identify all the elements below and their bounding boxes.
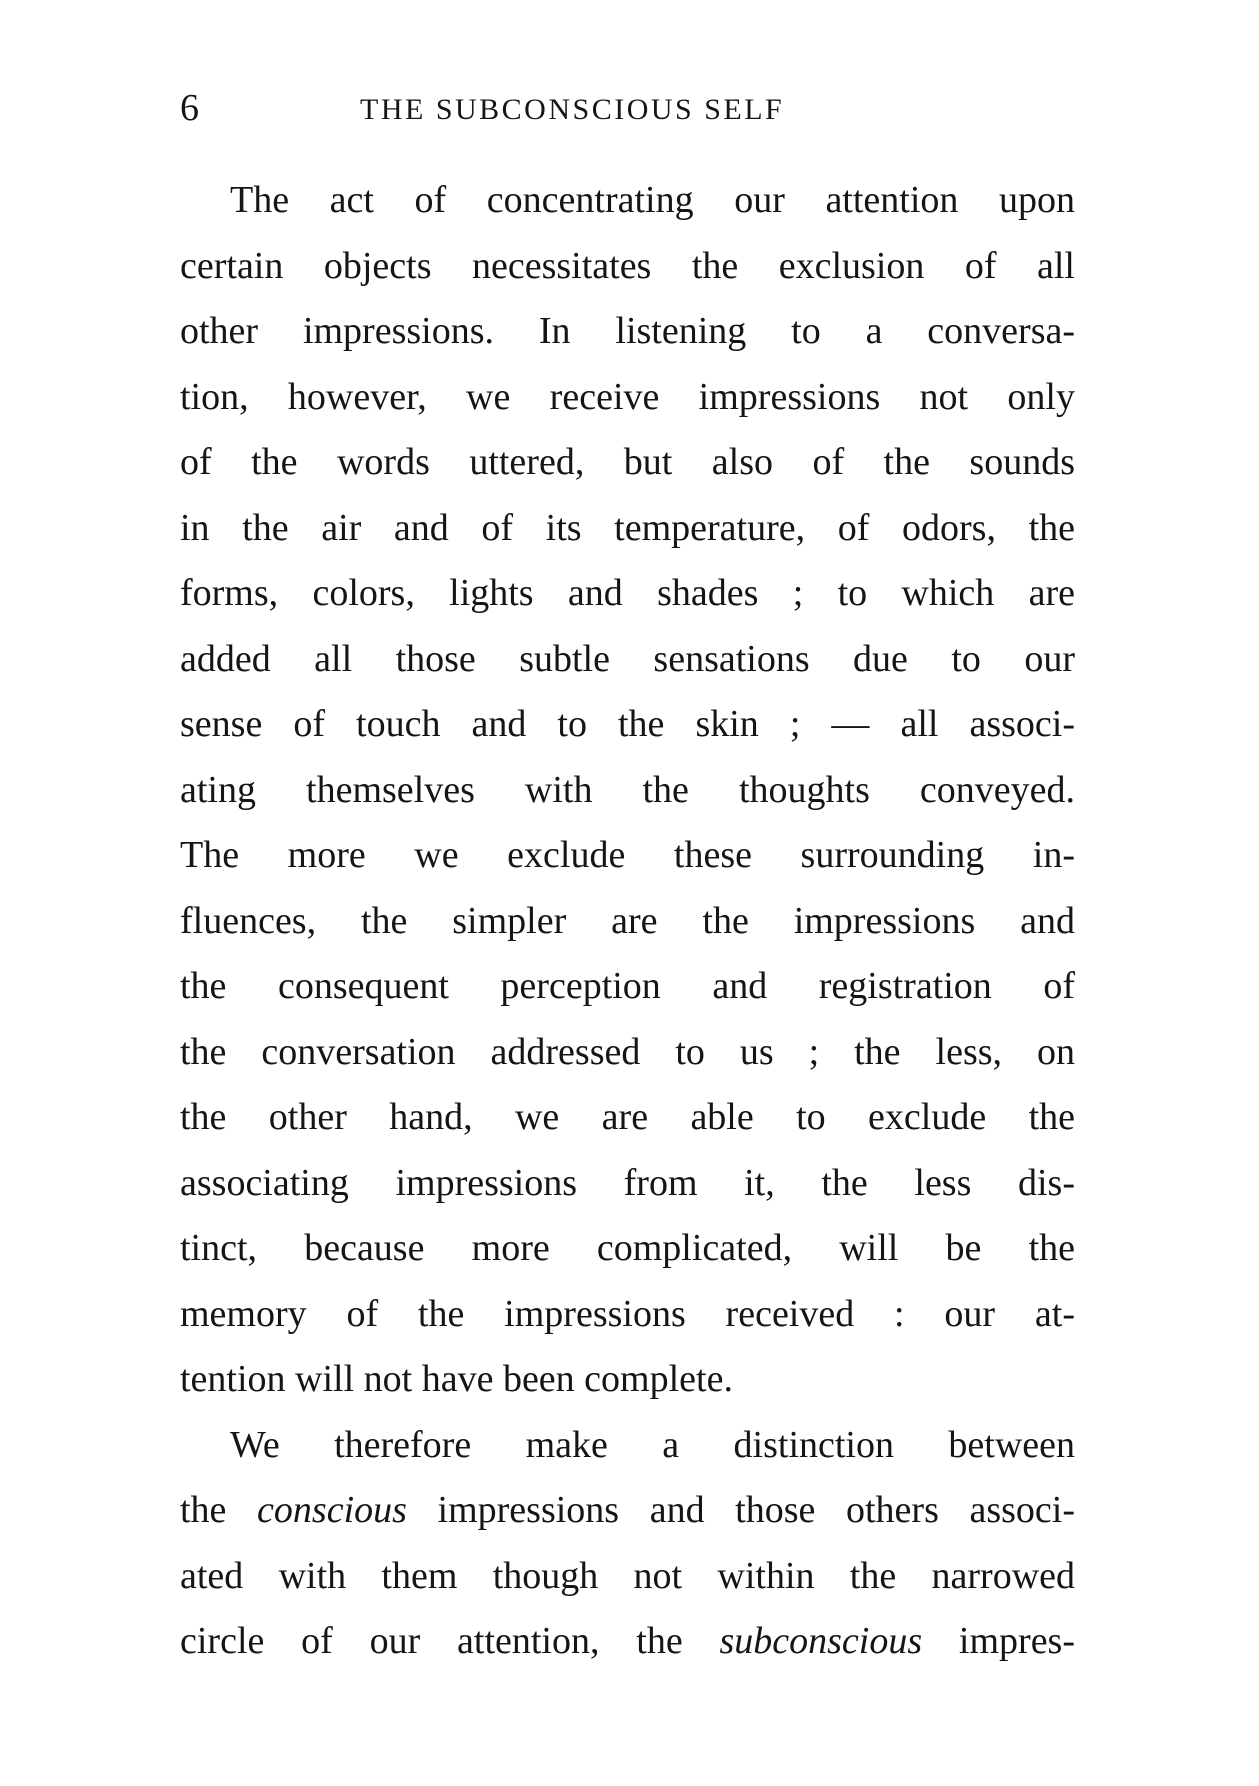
text-line: The more we exclude these surrounding in- xyxy=(180,834,1075,876)
text-segment: circle of our attention, the xyxy=(180,1620,720,1662)
text-line: ating themselves with the thoughts conveyed. xyxy=(180,768,1075,811)
text-segment: the xyxy=(180,1489,258,1531)
italic-term-subconscious: subconscious xyxy=(719,1620,923,1662)
page-number: 6 xyxy=(180,87,199,129)
italic-term-conscious: conscious xyxy=(257,1489,407,1531)
text-line: The act of concentrating our attention upon xyxy=(230,179,1075,221)
paragraph-1 xyxy=(180,168,1075,1413)
text-line: the other hand, we are able to exclude the xyxy=(180,1096,1075,1138)
body-text xyxy=(180,168,1075,1675)
text-line: certain objects necessitates the exclusion of all xyxy=(180,244,1075,287)
text-segment: impres- xyxy=(922,1620,1075,1662)
text-line: of the words uttered, but also of the sounds xyxy=(180,441,1075,483)
text-line: tion, however, we receive impressions not only xyxy=(180,375,1075,418)
text-line: added all those subtle sensations due to our xyxy=(180,637,1075,680)
text-line xyxy=(180,1478,1075,1544)
text-line: tinct, because more complicated, will be the xyxy=(180,1227,1075,1269)
text-line: memory of the impressions received : our at- xyxy=(180,1292,1075,1335)
paragraph-2 xyxy=(180,1413,1075,1675)
text-line xyxy=(180,1609,1075,1675)
running-head xyxy=(180,86,1075,130)
text-line: the conversation addressed to us ; the less, on xyxy=(180,1030,1075,1073)
text-line: other impressions. In listening to a conversa- xyxy=(180,310,1075,352)
text-line: We therefore make a distinction between xyxy=(230,1423,1075,1466)
text-line: sense of touch and to the skin ; — all associ- xyxy=(180,703,1075,745)
text-line: ated with them though not within the narrowed xyxy=(180,1554,1075,1597)
text-line: tention will not have been complete. xyxy=(180,1358,733,1400)
text-line: the consequent perception and registration of xyxy=(180,965,1075,1007)
text-line: associating impressions from it, the less dis- xyxy=(180,1161,1075,1204)
text-line: in the air and of its temperature, of odors, the xyxy=(180,506,1075,549)
text-segment: impressions and those others associ- xyxy=(406,1489,1075,1531)
text-line: forms, colors, lights and shades ; to which are xyxy=(180,572,1075,614)
running-title: THE SUBCONSCIOUS SELF xyxy=(360,93,785,126)
text-line: fluences, the simpler are the impressions and xyxy=(180,899,1075,942)
